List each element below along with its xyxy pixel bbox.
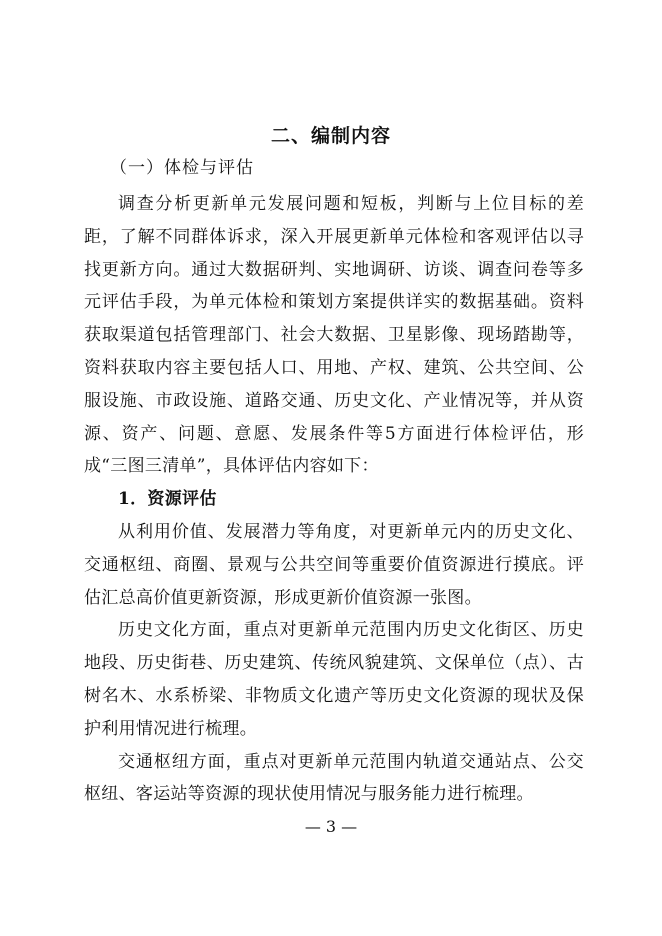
item-1-paragraph-3: 交通枢纽方面，重点对更新单元范围内轨道交通站点、公交枢纽、客运站等资源的现状使用情况与服务能力进行梳理。 bbox=[84, 751, 584, 805]
item-1-title: 1．资源评估 bbox=[118, 489, 217, 510]
item-1-paragraph-1: 从利用价值、发展潜力等角度，对更新单元内的历史文化、交通枢纽、商圈、景观与公共空间等重要价值资源进行摸底。评估汇总高价值更新资源，形成更新价值资源一张图。 bbox=[84, 521, 584, 608]
document-body bbox=[84, 188, 584, 811]
item-1-paragraph-2: 历史文化方面，重点对更新单元范围内历史文化街区、历史地段、历史街巷、历史建筑、传统风貌建筑、文保单位（点）、古树名木、水系桥梁、非物质文化遗产等历史文化资源的现状及保护利用情况进行梳理。 bbox=[84, 620, 584, 739]
intro-paragraph: 调查分析更新单元发展问题和短板，判断与上位目标的差距，了解不同群体诉求，深入开展更新单元体检和客观评估以寻找更新方向。通过大数据研判、实地调研、访谈、调查问卷等多元评估手段，为单元体检和策划方案提供详实的数据基础。资料获取渠道包括管理部门、社会大数据、卫星影像、现场踏勘等，资料获取内容主要包括人口、用地、产权、建筑、公共空间、公服设施、市政设施、道路交通、历史文化、产业情况等，并从资源、资产、问题、意愿、发展条件等5方面进行体检评估，形成“三图三清单”，具体评估内容如下： bbox=[84, 194, 584, 477]
page-number: — 3 — bbox=[304, 817, 358, 836]
subsection-heading: （一）体检与评估 bbox=[110, 158, 254, 178]
section-heading: 二、编制内容 bbox=[270, 125, 391, 147]
